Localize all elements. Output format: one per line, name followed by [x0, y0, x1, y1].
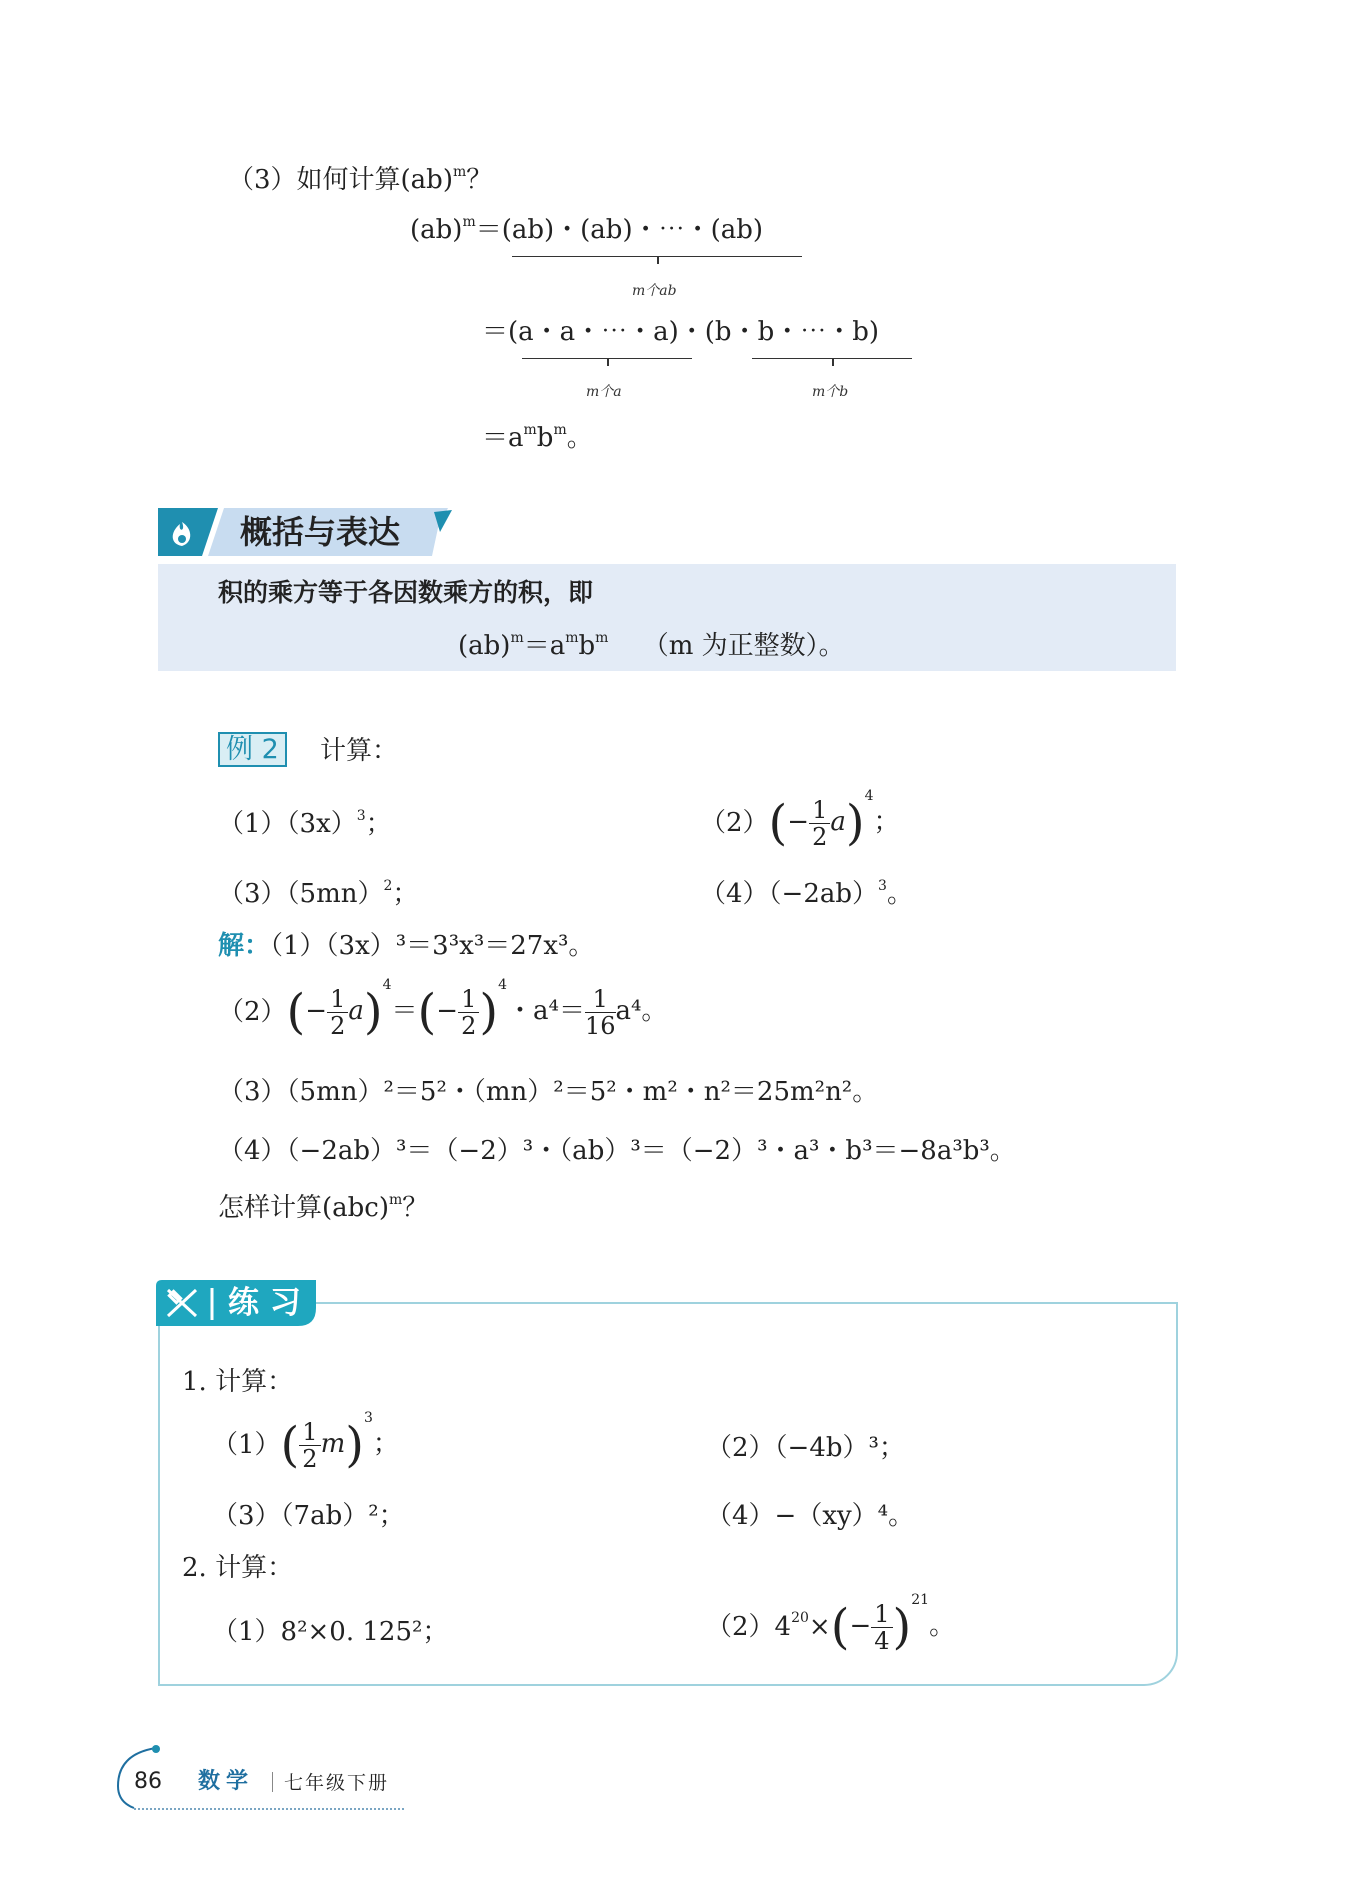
brace-label-m-b: m个b — [812, 384, 849, 400]
footer-divider — [272, 1772, 273, 1792]
solution-2: （2）(− $\frac{1}{2}$ a)$^4$＝(− $\frac{1}{2}$ )$^4$・a⁴＝ $\frac{1}{16}$ a⁴。 — [218, 977, 668, 1040]
example-q1: $(1)(3x)^3$； — [218, 808, 392, 839]
practice-2-q1: （1）8²×0. 125²； — [212, 1617, 449, 1647]
solution-3: （3）（5mn）²＝5²・（mn）²＝5²・m²・n²＝25m²n²。 — [218, 1077, 879, 1107]
brace-m-ab — [512, 246, 802, 257]
example-tag: 例 2 — [218, 733, 287, 767]
brace-label-m-a: m个a — [586, 384, 622, 400]
footer-grade: 七年级下册 — [284, 1772, 390, 1794]
part3-line3: $=a^mb^m$。 — [482, 422, 593, 453]
practice-1-title: 1. 计算： — [182, 1367, 294, 1397]
part3-question: （3）如何计算(ab)$^m$？ — [228, 164, 493, 195]
brace-label-m-ab: m个ab — [632, 283, 677, 299]
practice-1-q4: （4）−（xy）⁴。 — [706, 1501, 915, 1531]
solution-1: 解：（1）（3x）³＝3³x³＝27x³。 — [218, 931, 595, 961]
example-q3: $(3)(5mn)^2$； — [218, 878, 419, 909]
example-q4: $(4)(-2ab)^3$。 — [700, 878, 913, 909]
practice-2-title: 2. 计算： — [182, 1553, 294, 1583]
brace-m-b — [752, 348, 912, 359]
summary-title: 概括与表达 — [240, 513, 401, 551]
footer-subject: 数学 — [198, 1769, 255, 1794]
part3-line1: (ab)$^m$＝(ab)・(ab)・⋯・(ab) — [410, 214, 764, 245]
practice-1-q1: （1）( $\frac{1}{2}$ m)$^3$； — [212, 1410, 399, 1473]
summary-formula: $(ab)^m=a^mb^m$ （m 为正整数）。 — [458, 630, 845, 661]
solution-label: 解： — [218, 931, 271, 961]
footer-dotted-line — [134, 1808, 404, 1810]
solution-4: （4）（−2ab）³＝（−2）³・（ab）³＝（−2）³・a³・b³＝−8a³b³。 — [218, 1136, 1016, 1166]
example-q2: （2）(− $\frac{1}{2}$ a)$^4$； — [700, 788, 900, 851]
example-title: 计算： — [320, 736, 399, 766]
part3-line2: ＝(a・a・⋯・a)・(b・b・⋯・b) — [482, 317, 880, 347]
example-extension-question: 怎样计算(abc)$^m$？ — [218, 1192, 429, 1223]
page-number: 86 — [134, 1769, 162, 1794]
summary-rule: 积的乘方等于各因数乘方的积，即 — [218, 578, 594, 607]
practice-2-q2: $(2)4^{20}\times(-$ $\frac{1}{4}$ )$^{21}$。 — [706, 1592, 956, 1655]
brace-m-a — [522, 348, 692, 359]
practice-1-q3: （3）（7ab）²； — [212, 1501, 405, 1531]
practice-1-q2: （2）（−4b）³； — [706, 1433, 905, 1463]
practice-title: 练 习 — [228, 1285, 301, 1321]
